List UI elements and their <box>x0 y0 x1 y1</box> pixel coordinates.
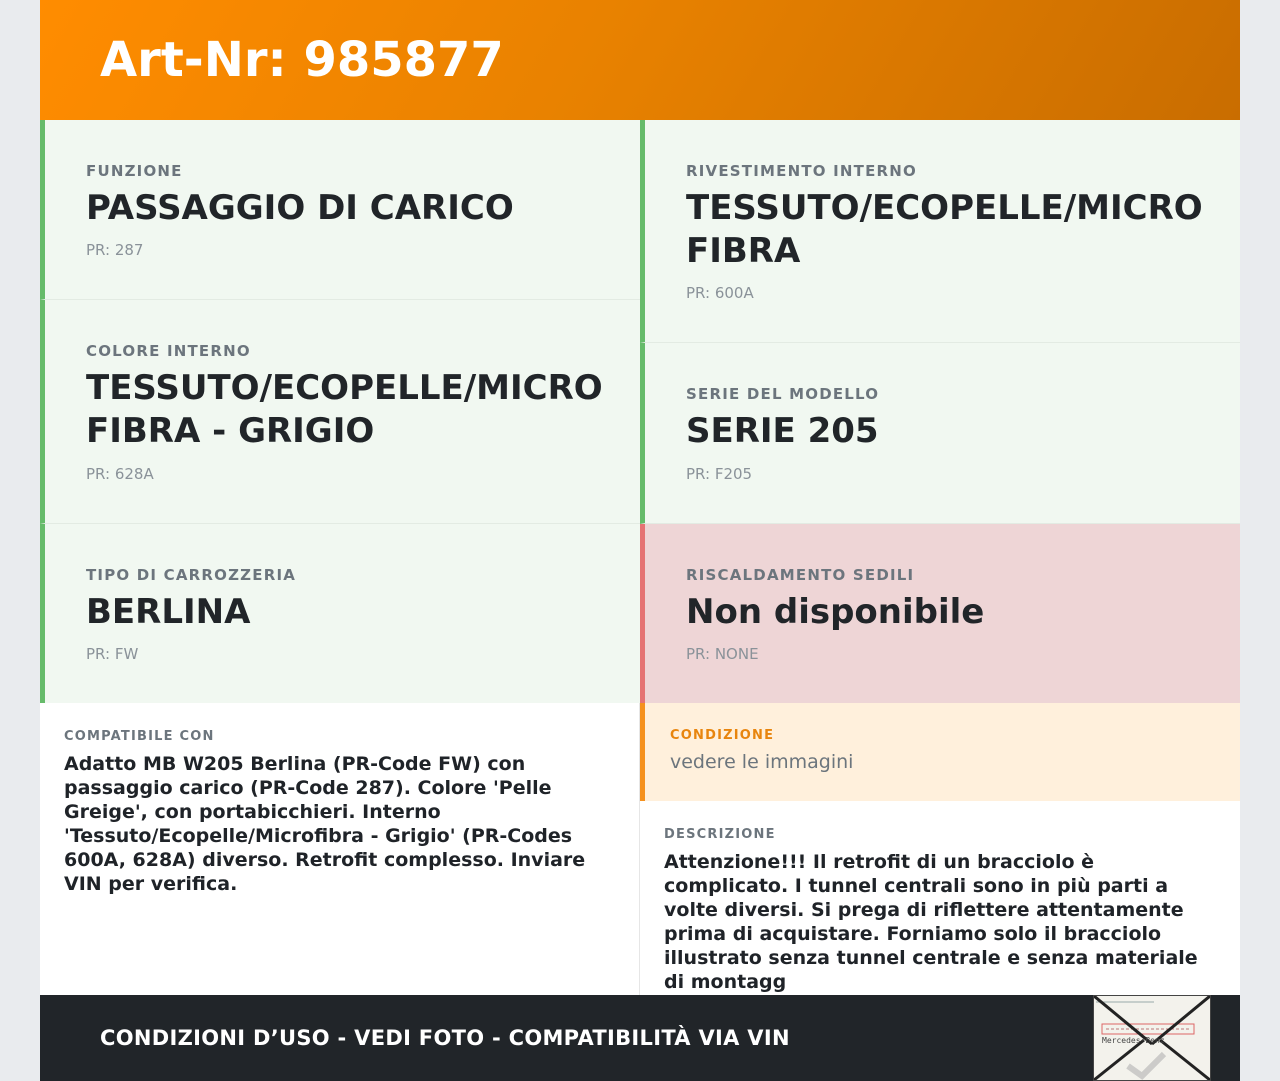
attribute-pr-code: PR: F205 <box>686 465 753 483</box>
attribute-pr-code: PR: NONE <box>686 645 759 663</box>
article-number-title: Art-Nr: 985877 <box>100 32 504 88</box>
condition-label: CONDIZIONE <box>670 728 775 743</box>
compatibility-label: COMPATIBILE CON <box>64 729 215 744</box>
attribute-value: SERIE 205 <box>686 411 879 451</box>
attribute-riscaldamento-sedili <box>640 524 1240 704</box>
attribute-label: SERIE DEL MODELLO <box>686 385 880 403</box>
attribute-funzione <box>40 120 640 300</box>
description-panel <box>640 801 1240 995</box>
condition-value: vedere le immagini <box>670 751 854 773</box>
attribute-value: TESSUTO/ECOPELLE/MICRO FIBRA - GRIGIO <box>86 368 603 451</box>
attribute-pr-code: PR: 628A <box>86 465 154 483</box>
attribute-colore-interno <box>40 300 640 524</box>
compatibility-text: Adatto MB W205 Berlina (PR-Code FW) con passaggio carico (PR-Code 287). Colore 'Pelle Greige', con portabicchieri. Interno 'Tessuto/Ecopelle/Microfibra - Grigio' (PR-Codes 600A, 628A) diverso. Retrofit complesso. Inviare VIN per verifica. <box>64 753 586 895</box>
attribute-pr-code: PR: FW <box>86 645 139 663</box>
compatibility-panel <box>40 703 640 995</box>
attribute-label: RISCALDAMENTO SEDILI <box>686 566 915 584</box>
header-bar <box>40 0 1240 120</box>
attribute-label: RIVESTIMENTO INTERNO <box>686 162 918 180</box>
description-label: DESCRIZIONE <box>664 827 776 842</box>
attribute-value: Non disponibile <box>686 592 985 632</box>
condition-panel <box>640 703 1240 801</box>
attribute-value: TESSUTO/ECOPELLE/MICRO FIBRA <box>686 188 1203 271</box>
attribute-label: COLORE INTERNO <box>86 342 251 360</box>
attribute-pr-code: PR: 287 <box>86 241 144 259</box>
product-card <box>40 0 1240 1081</box>
attribute-label: FUNZIONE <box>86 162 183 180</box>
label-photo-thumbnail[interactable] <box>1093 995 1211 1081</box>
footer-bar <box>40 995 1240 1081</box>
attribute-serie-modello <box>640 343 1240 524</box>
thumbnail-brand-text: Mercedes-Benz <box>1102 1036 1165 1045</box>
footer-terms-text: CONDIZIONI D’USO - VEDI FOTO - COMPATIBILITÀ VIA VIN <box>100 1026 790 1050</box>
attribute-value: PASSAGGIO DI CARICO <box>86 188 514 228</box>
attribute-label: TIPO DI CARROZZERIA <box>86 566 297 584</box>
description-text: Attenzione!!! Il retrofit di un bracciolo è complicato. I tunnel centrali sono in più parti a volte diversi. Si prega di riflettere attentamente prima di acquistare. Forniamo solo il bracciolo illustrato senza tunnel centrale e senza materiale di montagg <box>664 851 1198 993</box>
details-section <box>40 703 1240 995</box>
attribute-value: BERLINA <box>86 592 251 632</box>
attribute-tipo-carrozzeria <box>40 524 640 704</box>
attribute-rivestimento-interno <box>640 120 1240 343</box>
attribute-pr-code: PR: 600A <box>686 284 754 302</box>
